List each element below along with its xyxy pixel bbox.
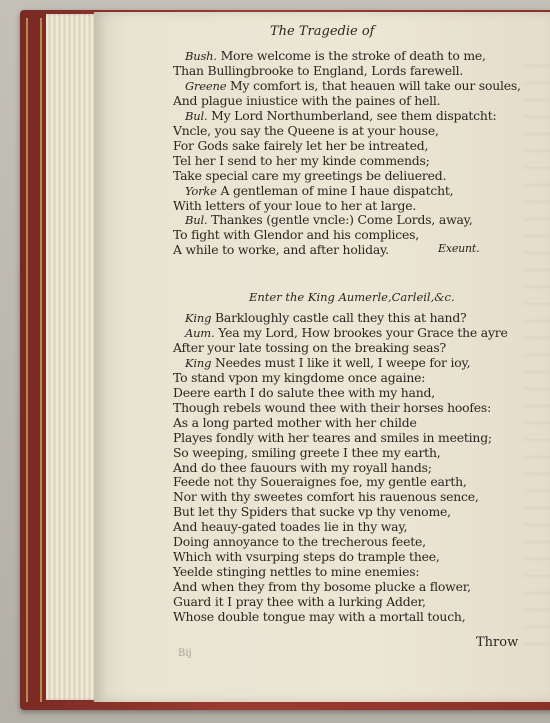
verse-line xyxy=(173,415,417,430)
verse-line-text: And heauy-gated toades lie in thy way, xyxy=(173,519,408,535)
verse-line-text: And when they from thy bosome plucke a flower, xyxy=(173,579,471,595)
verse-line-text: And plague iniustice with the paines of hell. xyxy=(173,92,441,108)
verse-line xyxy=(173,138,428,153)
verse-line xyxy=(185,78,521,93)
verse-line xyxy=(173,564,419,579)
verse-line-text: Doing annoyance to the trecherous feete, xyxy=(173,534,426,550)
verse-line xyxy=(185,108,496,123)
verse-line-text: Thankes (gentle vncle:) Come Lords, away, xyxy=(207,212,473,228)
speaker-name: Greene xyxy=(185,78,227,93)
page-edges xyxy=(46,14,98,700)
verse-line-text: A gentleman of mine I haue dispatcht, xyxy=(216,182,454,198)
speaker-name: Bul. xyxy=(185,108,208,123)
verse-line xyxy=(173,489,479,504)
speaker-name: Aum. xyxy=(185,325,215,340)
verse-line xyxy=(173,242,480,258)
verse-line xyxy=(173,594,426,609)
verse-line-text: Take special care my greetings be deliuered. xyxy=(173,167,447,183)
verse-line-text: Whose double tongue may with a mortall touch, xyxy=(173,609,466,624)
speaker-name: Yorke xyxy=(185,183,217,198)
verse-line-text: More welcome is the stroke of death to me, xyxy=(216,48,486,63)
show-through-text xyxy=(524,52,550,652)
verse-line xyxy=(185,48,486,63)
verse-line-text: My Lord Northumberland, see them dispatcht: xyxy=(207,107,497,123)
speaker-name: King xyxy=(185,311,212,325)
signature-mark: Bij xyxy=(178,648,192,659)
verse-line xyxy=(173,123,439,138)
verse-line-text: With letters of your loue to her at large. xyxy=(173,197,417,213)
verse-line xyxy=(173,153,430,168)
verse-line-text: Barkloughly castle call they this at hand? xyxy=(211,310,467,325)
verse-line-text: Though rebels wound thee with their horses hoofes: xyxy=(173,399,492,415)
verse-line-text: Feede not thy Soueraignes foe, my gentle earth, xyxy=(173,474,467,490)
verse-line xyxy=(173,519,407,534)
verse-line-text: So weeping, smiling greete I thee my earth, xyxy=(173,444,441,460)
verse-line-text: Needes must I like it well, I weepe for ioy, xyxy=(211,354,471,370)
verse-line xyxy=(173,504,451,519)
verse-line xyxy=(173,460,432,475)
verse-line xyxy=(173,474,467,489)
verse-line-text: Deere earth I do salute thee with my hand, xyxy=(173,384,435,400)
verse-line xyxy=(173,385,435,400)
verse-line-text: Yea my Lord, How brookes your Grace the ayre xyxy=(214,324,508,340)
verse-line xyxy=(185,183,453,198)
verse-line xyxy=(185,325,508,340)
stage-direction: Enter the King Aumerle,Carleil,&c. xyxy=(249,290,455,304)
exit-direction: Exeunt. xyxy=(438,242,480,256)
verse-line xyxy=(173,534,426,549)
verse-line xyxy=(185,212,473,227)
speaker-name: King xyxy=(185,355,212,370)
verse-line-text: Playes fondly with her teares and smiles in meeting; xyxy=(173,429,492,445)
verse-line xyxy=(173,198,416,213)
verse-line xyxy=(173,579,471,594)
cover-gilt-tooling xyxy=(26,18,42,702)
speaker-name: Bul. xyxy=(185,213,208,228)
verse-line-text: Than Bullingbrooke to England, Lords farewell. xyxy=(173,62,464,78)
verse-line-text: Nor with thy sweetes comfort his rauenous sence, xyxy=(173,489,479,505)
verse-line-text: Guard it I pray thee with a lurking Adder, xyxy=(173,594,426,610)
catchword: Throw xyxy=(476,635,519,650)
verse-line-text: And do thee fauours with my royall hands; xyxy=(173,459,432,475)
verse-line xyxy=(173,370,425,385)
verse-line xyxy=(173,445,441,460)
verse-line-text: Tel her I send to her my kinde commends; xyxy=(173,152,430,168)
verse-line xyxy=(173,340,446,355)
running-head: The Tragedie of xyxy=(270,24,375,39)
verse-line xyxy=(173,400,491,415)
verse-line xyxy=(173,227,419,242)
verse-line xyxy=(173,549,440,564)
verse-line-text: After your late tossing on the breaking seas? xyxy=(173,339,446,355)
verse-line-text: To fight with Glendor and his complices, xyxy=(173,227,420,243)
verse-line xyxy=(185,355,470,370)
verse-line-text: A while to worke, and after holiday. xyxy=(173,242,389,258)
verse-line-text: For Gods sake fairely let her be intreated, xyxy=(173,137,429,153)
speaker-name: Bush. xyxy=(185,49,217,63)
verse-line xyxy=(185,310,467,325)
verse-line xyxy=(173,168,446,183)
verse-line-text: Vncle, you say the Queene is at your house, xyxy=(173,122,439,138)
verse-line xyxy=(173,63,463,78)
verse-line xyxy=(173,430,492,445)
verse-line xyxy=(173,93,440,108)
verse-line-text: Which with vsurping steps do trample thee, xyxy=(173,549,440,565)
verse-line xyxy=(173,609,465,624)
verse-line-text: Yeelde stinging nettles to mine enemies: xyxy=(173,564,420,580)
verse-line-text: As a long parted mother with her childe xyxy=(173,414,417,430)
verse-line-text: To stand vpon my kingdome once againe: xyxy=(173,369,426,385)
verse-line-text: But let thy Spiders that sucke vp thy venome, xyxy=(173,504,451,520)
verse-line-text: My comfort is, that heauen will take our soules, xyxy=(226,77,521,93)
